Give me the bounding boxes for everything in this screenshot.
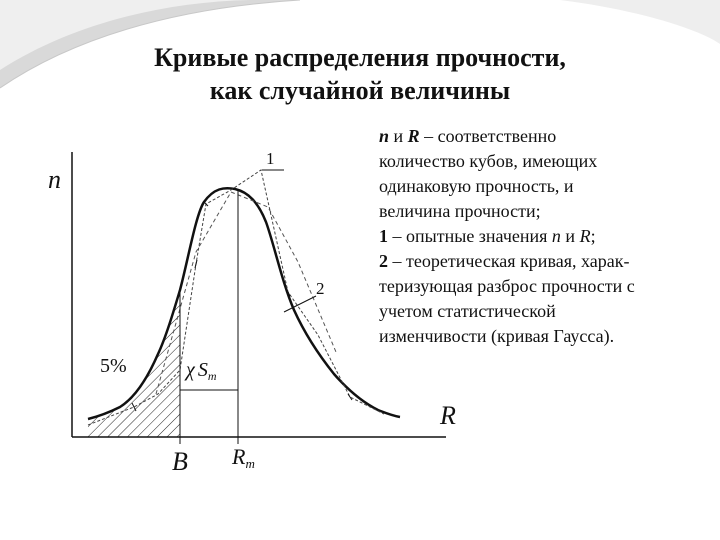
caption-line-9: изменчивости (кривая Гаусса).	[379, 326, 615, 346]
experimental-curve	[88, 170, 384, 425]
caption-r-symbol: R	[407, 126, 420, 146]
dashed-trace	[156, 192, 336, 394]
rm-label-main: R	[232, 444, 246, 469]
caption-line-7: теризующая разброс прочности с	[379, 276, 635, 296]
title-line-2: как случайной величины	[209, 75, 511, 105]
legend-item-2-number: 2	[379, 251, 388, 271]
axis-n-label: n	[48, 165, 61, 194]
legend-item-1-r: R	[579, 226, 591, 246]
caption-line-6	[379, 249, 709, 274]
slide-title	[40, 42, 680, 107]
curve-2-label: 2	[316, 279, 325, 298]
b-label: B	[172, 447, 188, 476]
legend-item-1-text: – опытные значения	[388, 226, 552, 246]
five-percent-label: 5%	[100, 355, 127, 377]
legend-item-1-and: и	[560, 226, 580, 246]
swoosh-right-shape	[560, 0, 720, 44]
s-subscript: m	[207, 369, 217, 383]
legend-caption	[379, 124, 709, 349]
s-symbol: S	[197, 359, 208, 381]
caption-line-1	[379, 124, 709, 149]
gaussian-curve	[88, 188, 400, 419]
caption-and: и	[389, 126, 408, 146]
legend-item-1-number: 1	[379, 226, 388, 246]
title-line-1: Кривые распределения прочности,	[154, 43, 566, 72]
rm-label	[231, 444, 255, 471]
legend-item-1-end: ;	[590, 226, 596, 246]
chi-symbol: χ	[186, 359, 195, 381]
caption-line-1-rest: – соответственно	[419, 126, 557, 146]
chi-sm-label	[184, 359, 217, 383]
rm-label-sub: m	[245, 456, 255, 471]
caption-line-4: величина прочности;	[379, 201, 541, 221]
caption-line-5	[379, 224, 709, 249]
axis-r-label: R	[440, 401, 456, 430]
caption-line-8: учетом статистической	[379, 301, 556, 321]
caption-line-3: одинаковую прочность, и	[379, 176, 574, 196]
legend-item-1-n: n	[551, 226, 561, 246]
caption-n-symbol: n	[379, 126, 390, 146]
caption-line-2: количество кубов, имеющих	[379, 151, 598, 171]
curve-1-label: 1	[266, 149, 275, 168]
legend-item-2-text: – теоретическая кривая, харак-	[388, 251, 630, 271]
